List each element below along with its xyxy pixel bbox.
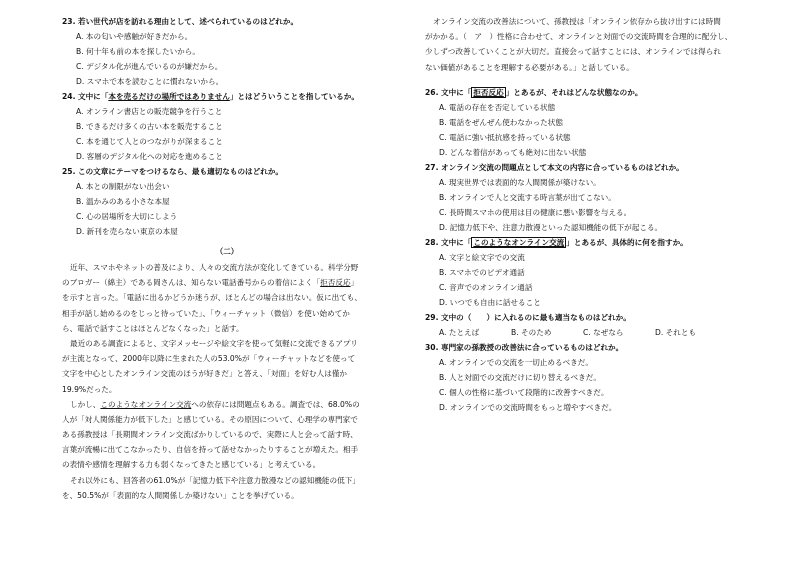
passage-line	[62, 306, 392, 321]
passage-line	[62, 336, 392, 351]
option-b: B. 何十年も前の本を探したいから。	[76, 47, 200, 56]
question-29	[425, 310, 760, 340]
option-b: B. 電話をぜんぜん使わなかった状態	[439, 117, 563, 127]
question-number: 30.	[425, 342, 439, 352]
passage-line	[62, 442, 392, 457]
question-28	[425, 235, 760, 310]
passage-text: への依存には問題点もある。調査では、68.0%の	[191, 399, 360, 409]
option-c: C. 個人の性格に基づいて段階的に改善すべきだ。	[439, 387, 609, 397]
option-d: D. 客層のデジタル化への対応を進めること	[76, 152, 223, 161]
passage-line	[62, 275, 392, 290]
passage-line	[62, 290, 392, 305]
passage-line	[425, 60, 760, 75]
option-c: C. デジタル化が進んでいるのが嫌だから。	[76, 62, 223, 71]
passage-text: を、50.5%が「表面的な人間関係しか築けない」ことを挙げている。	[62, 490, 299, 500]
option-d: D. それとも	[655, 327, 697, 337]
reading-passage-continued	[425, 14, 760, 75]
passage-line	[62, 488, 392, 503]
passage-text: それ以外にも、回答者の61.0%が「記憶力低下や注意力散漫などの認知機能の低下」	[70, 475, 360, 485]
passage-line	[62, 397, 392, 412]
left-column	[62, 14, 392, 503]
passage-text: ら、電話で話すことはほとんどなくなった」と話す。	[62, 323, 244, 333]
option-d: D. いつでも自由に話せること	[439, 297, 541, 307]
passage-line	[62, 351, 392, 366]
passage-text: を示すと言った。「電話に出るかどうか迷うが、ほとんどの場合は出ない。仮に出ても、	[62, 293, 362, 303]
underlined-phrase: 拒否反応	[320, 278, 351, 288]
passage-text: 」	[350, 278, 359, 288]
question-number: 28.	[425, 237, 439, 247]
passage-text: 19.9%だった。	[62, 384, 117, 394]
option-b: B. オンラインで人と交流する時言葉が出てこない。	[439, 192, 616, 202]
boxed-quote: 拒否反応	[473, 87, 504, 97]
passage-text: 少しずつ改善していくことが大切だ。直接会って話すことには、オンラインでは得られ	[425, 47, 721, 57]
option-c: C. なぜなら	[583, 327, 624, 337]
question-23	[62, 14, 392, 89]
passage-text: オンライン交流の改善法について、孫教授は「オンライン依存から抜け出すには時間	[433, 17, 721, 26]
question-number: 29.	[425, 312, 439, 322]
question-text-post: 」とあるが、具体的に何を指すか。	[566, 237, 688, 247]
question-number: 26.	[425, 87, 439, 97]
passage-text: の表情や感情を理解する力も弱くなってきたと感じている」と考えている。	[62, 460, 321, 470]
question-text: この文章にテーマをつけるなら、最も適切なものはどれか。	[78, 167, 284, 176]
option-d: D. スマホで本を読むことに慣れないから。	[76, 77, 224, 86]
option-c: C. 本を通じて人とのつながりが深まること	[76, 137, 223, 146]
passage-text: ない価値があることを理解する必要がある。」と話している。	[425, 62, 634, 72]
option-d: D. 新刊を売らない東京の本屋	[76, 227, 178, 236]
passage-text: 文字を中心としたオンライン交流のほうが好きだ」と答え、「対面」を好む人は僅か	[62, 369, 347, 379]
passage-line	[425, 14, 760, 29]
option-b: B. 温かみのある小さな本屋	[76, 197, 170, 206]
passage-line	[62, 427, 392, 442]
question-text-post: 」とあるが、それはどんな状態なのか。	[505, 87, 643, 97]
question-stem	[425, 235, 760, 250]
option-c: C. 電話に強い抵抗感を持っている状態	[439, 132, 571, 142]
question-25	[62, 164, 392, 239]
passage-text: 近年、スマホやネットの普及により、人々の交流方法が変化してきている。科学分野	[70, 263, 359, 272]
passage-line	[62, 457, 392, 472]
section-heading: （二）	[215, 247, 239, 256]
passage-text: しかし、	[70, 399, 101, 409]
right-column	[425, 14, 760, 415]
boxed-quote: このようなオンライン交流	[473, 237, 565, 247]
option-d: D. どんな着信があっても絶対に出ない状態	[439, 147, 587, 157]
question-number: 24.	[62, 92, 76, 101]
question-24	[62, 89, 392, 164]
passage-line	[425, 29, 760, 44]
passage-text: 最近のある調査によると、文字メッセージや絵文字を使って気軽に交流できるアプリ	[70, 338, 358, 348]
option-a: A. オンラインでの交流を一切止めるべきだ。	[439, 357, 593, 367]
question-30	[425, 340, 760, 415]
question-text-pre: 文中に「	[78, 92, 109, 101]
underlined-phrase: このようなオンライン交流	[100, 399, 192, 409]
passage-text: 言葉が流暢に出てこなかったり、自信を持って話せなかったりすることが増えた。相手	[62, 445, 359, 455]
question-text: 若い世代が店を訪れる理由として、述べられているのはどれか。	[78, 17, 299, 26]
option-c: C. 心の居場所を大切にしよう	[76, 212, 178, 221]
question-text: オンライン交流の問題点として本文の内容に合っているものはどれか。	[441, 162, 684, 172]
option-a: A. オンライン書店との販売競争を行うこと	[76, 107, 223, 116]
option-b: B. 人と対面での交流だけに切り替えるべきだ。	[439, 372, 601, 382]
option-b: B. スマホでのビデオ通話	[439, 267, 525, 277]
option-a: A. たとえば	[439, 327, 480, 337]
question-stem	[62, 164, 392, 179]
question-stem	[62, 14, 392, 29]
question-number: 27.	[425, 162, 439, 172]
reading-passage	[62, 260, 392, 503]
question-stem	[425, 310, 760, 325]
question-text-pre: 文中に「	[441, 237, 472, 247]
passage-text: ある孫教授は「長期間オンライン交流ばかりしているので、実際に人と会って話す時、	[62, 430, 358, 440]
option-b: B. そのため	[511, 327, 552, 337]
option-a: A. 現実世界では表面的な人間関係が築けない。	[439, 177, 601, 187]
passage-line	[62, 412, 392, 427]
option-row	[425, 325, 760, 340]
option-c: C. 音声でのオンライン通話	[439, 282, 533, 292]
option-a: A. 本との制限がない出会い	[76, 182, 170, 191]
passage-line	[62, 366, 392, 381]
option-b: B. できるだけ多くの古い本を販売すること	[76, 122, 223, 131]
passage-text: が主流となって、2000年以降に生まれた人の53.0%が「ウィーチャットなどを使って	[62, 354, 356, 364]
passage-text: 人が「対人関係能力が低下した」と感じている。その原因について、心理学の専門家で	[62, 414, 358, 424]
question-27	[425, 160, 760, 235]
question-stem	[425, 340, 760, 355]
option-c: C. 長時間スマホの使用は目の健康に悪い影響を与える。	[439, 207, 632, 217]
question-text: 文中の（ ）に入れるのに最も適当なものはどれか。	[441, 312, 631, 322]
question-text-post: 」とはどういうことを指しているか。	[229, 92, 359, 101]
question-number: 25.	[62, 167, 76, 176]
option-a: A. 本の匂いや感触が好きだから。	[76, 32, 193, 41]
passage-line	[62, 382, 392, 397]
question-stem	[425, 85, 760, 100]
option-d: D. 記憶力低下や、注意力散漫といった認知機能の低下が起こる。	[439, 222, 663, 232]
question-text-pre: 文中に「	[441, 87, 472, 97]
passage-text: 相手が話し始めるのをじっと待っていた」、「ウィーチャット（微信）を使い始めてか	[62, 308, 350, 318]
question-stem	[425, 160, 760, 175]
question-text: 専門家の孫教授の改善法に合っているものはどれか。	[441, 342, 624, 352]
question-26	[425, 85, 760, 160]
passage-line	[62, 321, 392, 336]
passage-line	[425, 44, 760, 59]
question-number: 23.	[62, 17, 76, 26]
option-d: D. オンラインでの交流時間をもっと増やすべきだ。	[439, 402, 617, 412]
question-stem	[62, 89, 392, 104]
passage-line	[62, 473, 392, 488]
option-a: A. 電話の存在を否定している状態	[439, 102, 556, 112]
passage-text: のブロガー（綿主）である岡さんは、知らない電話番号からの着信によく「	[62, 278, 321, 288]
passage-line	[62, 260, 392, 275]
passage-text: がかかる。（ ア ）性格に合わせて、オンラインと対面での交流時間を合理的に配分し、	[425, 32, 733, 42]
underlined-quote: 本を売るだけの場所ではありません	[108, 92, 230, 101]
option-a: A. 文字と絵文字での交流	[439, 252, 525, 262]
